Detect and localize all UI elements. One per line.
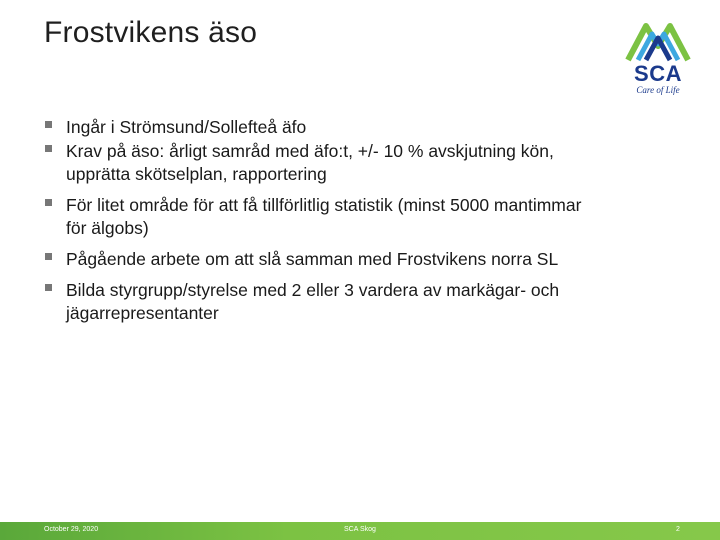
square-bullet-icon	[45, 121, 52, 128]
bullet-text: För litet område för att få tillförlitlig statistik (minst 5000 mantimmar för älgobs)	[66, 195, 582, 238]
bullet-item	[44, 116, 604, 139]
page-number: 2	[676, 526, 680, 533]
square-bullet-icon	[45, 253, 52, 260]
square-bullet-icon	[45, 199, 52, 206]
footer-date: October 29, 2020	[44, 526, 99, 533]
square-bullet-icon	[45, 284, 52, 291]
bullet-item	[44, 279, 604, 325]
footer-center-label: SCA Skog	[344, 526, 376, 533]
bullet-item	[44, 248, 604, 271]
square-bullet-icon	[45, 145, 52, 152]
bullet-text: Krav på äso: årligt samråd med äfo:t, +/- 10 % avskjutning kön, upprätta skötselplan, rapportering	[66, 141, 554, 184]
bullet-text: Bilda styrgrupp/styrelse med 2 eller 3 vardera av markägar- och jägarrepresentanter	[66, 280, 560, 323]
bullet-list	[44, 116, 604, 333]
logo-tagline: Care of Life	[636, 85, 680, 95]
slide-title: Frostvikens äso	[44, 16, 258, 49]
bullet-text: Ingår i Strömsund/Sollefteå äfo	[66, 117, 307, 137]
bullet-item	[44, 194, 604, 240]
bullet-item	[44, 140, 604, 186]
bullet-text: Pågående arbete om att slå samman med Frostvikens norra SL	[66, 249, 559, 269]
logo-wordmark: SCA	[634, 61, 682, 86]
